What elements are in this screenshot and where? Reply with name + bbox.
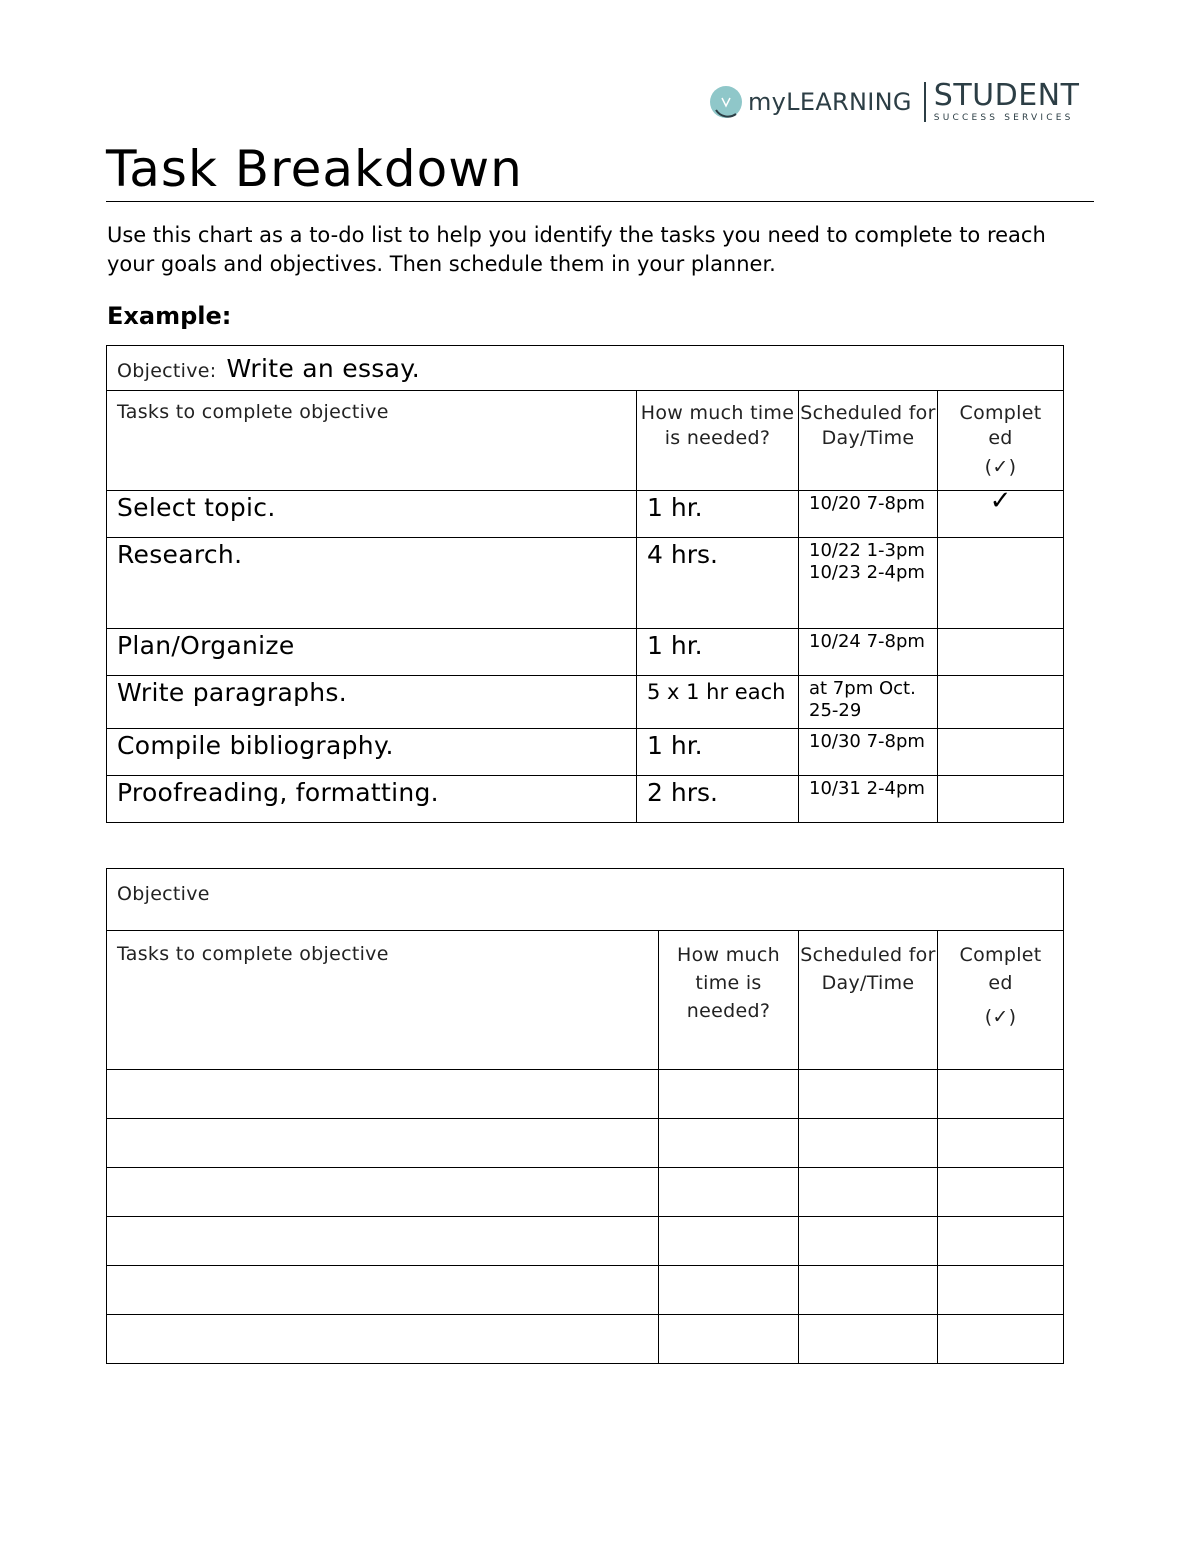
task-cell: Write paragraphs. <box>107 676 637 729</box>
blank-time-cell[interactable] <box>659 1168 799 1217</box>
table-row <box>107 629 1064 676</box>
blank-completed-cell[interactable] <box>938 1070 1064 1119</box>
blank-task-cell[interactable] <box>107 1266 659 1315</box>
completed-cell <box>938 629 1064 676</box>
blank-table-row <box>107 1070 1064 1119</box>
page-title: Task Breakdown <box>106 140 523 198</box>
completed-cell <box>938 538 1064 629</box>
task-cell: Research. <box>107 538 637 629</box>
logo-divider <box>924 82 926 122</box>
blank-task-table <box>106 868 1064 1364</box>
task-cell: Compile bibliography. <box>107 729 637 776</box>
blank-time-cell[interactable] <box>659 1217 799 1266</box>
time-cell: 1 hr. <box>637 729 799 776</box>
logo <box>708 72 1093 132</box>
blank-scheduled-cell[interactable] <box>799 1217 938 1266</box>
logo-subtitle: SUCCESS SERVICES <box>933 113 1074 123</box>
table-row <box>107 676 1064 729</box>
header-tasks: Tasks to complete objective <box>107 391 637 491</box>
header-completed-label: Complet ed <box>959 944 1042 994</box>
blank-task-cell[interactable] <box>107 1168 659 1217</box>
objective-value: Write an essay. <box>226 354 420 383</box>
blank-scheduled-cell[interactable] <box>799 1168 938 1217</box>
blank-task-cell[interactable] <box>107 1119 659 1168</box>
header-completed-mark: (✓) <box>984 1006 1017 1028</box>
blank-scheduled-cell[interactable] <box>799 1315 938 1364</box>
task-cell: Select topic. <box>107 491 637 538</box>
scheduled-cell: at 7pm Oct. 25-29 <box>799 676 938 729</box>
blank-table-row <box>107 1168 1064 1217</box>
table-row <box>107 491 1064 538</box>
objective-cell <box>107 346 1064 391</box>
example-task-table <box>106 345 1064 823</box>
blank-scheduled-cell[interactable] <box>799 1070 938 1119</box>
logo-brand-text: myLEARNING <box>748 88 912 116</box>
blank-completed-cell[interactable] <box>938 1119 1064 1168</box>
header-tasks: Tasks to complete objective <box>107 931 659 1070</box>
blank-objective-cell[interactable] <box>107 869 1064 931</box>
header-completed-mark: (✓) <box>984 456 1017 478</box>
intro-paragraph: Use this chart as a to-do list to help you identify the tasks you need to complete to reach your goals and objectives. Then schedule them in your planner. <box>107 223 1046 276</box>
blank-table-row <box>107 1315 1064 1364</box>
blank-task-cell[interactable] <box>107 1315 659 1364</box>
blank-time-cell[interactable] <box>659 1315 799 1364</box>
blank-completed-cell[interactable] <box>938 1168 1064 1217</box>
completed-cell <box>938 729 1064 776</box>
time-cell: 4 hrs. <box>637 538 799 629</box>
scheduled-cell: 10/24 7-8pm <box>799 629 938 676</box>
table-row <box>107 776 1064 823</box>
completed-checkmark: ✓ <box>938 491 1064 538</box>
header-completed <box>938 931 1064 1070</box>
blank-task-cell[interactable] <box>107 1070 659 1119</box>
blank-objective-label: Objective <box>117 883 210 905</box>
blank-time-cell[interactable] <box>659 1070 799 1119</box>
blank-completed-cell[interactable] <box>938 1217 1064 1266</box>
blank-table-row <box>107 1266 1064 1315</box>
blank-table-row <box>107 1217 1064 1266</box>
logo-student-text: STUDENT <box>933 78 1080 113</box>
objective-label: Objective: <box>117 360 217 382</box>
example-heading: Example: <box>107 302 232 330</box>
blank-scheduled-cell[interactable] <box>799 1266 938 1315</box>
scheduled-cell: 10/30 7-8pm <box>799 729 938 776</box>
title-divider <box>106 201 1094 202</box>
task-cell: Proofreading, formatting. <box>107 776 637 823</box>
lightbulb-logo-icon <box>708 84 744 120</box>
header-time-needed: How much time is needed? <box>659 931 799 1070</box>
table-row <box>107 538 1064 629</box>
time-cell: 1 hr. <box>637 629 799 676</box>
blank-time-cell[interactable] <box>659 1266 799 1315</box>
time-cell: 1 hr. <box>637 491 799 538</box>
task-cell: Plan/Organize <box>107 629 637 676</box>
table-row <box>107 729 1064 776</box>
header-completed-label: Complet ed <box>959 402 1042 449</box>
blank-task-cell[interactable] <box>107 1217 659 1266</box>
blank-scheduled-cell[interactable] <box>799 1119 938 1168</box>
header-scheduled: Scheduled for Day/Time <box>799 391 938 491</box>
scheduled-cell: 10/20 7-8pm <box>799 491 938 538</box>
completed-cell <box>938 776 1064 823</box>
completed-cell <box>938 676 1064 729</box>
time-cell: 2 hrs. <box>637 776 799 823</box>
header-time-needed: How much time is needed? <box>637 391 799 491</box>
time-cell: 5 x 1 hr each <box>637 676 799 729</box>
blank-table-row <box>107 1119 1064 1168</box>
header-scheduled: Scheduled for Day/Time <box>799 931 938 1070</box>
scheduled-cell: 10/31 2-4pm <box>799 776 938 823</box>
blank-time-cell[interactable] <box>659 1119 799 1168</box>
header-completed <box>938 391 1064 491</box>
blank-completed-cell[interactable] <box>938 1266 1064 1315</box>
blank-completed-cell[interactable] <box>938 1315 1064 1364</box>
scheduled-cell: 10/22 1-3pm 10/23 2-4pm <box>799 538 938 629</box>
